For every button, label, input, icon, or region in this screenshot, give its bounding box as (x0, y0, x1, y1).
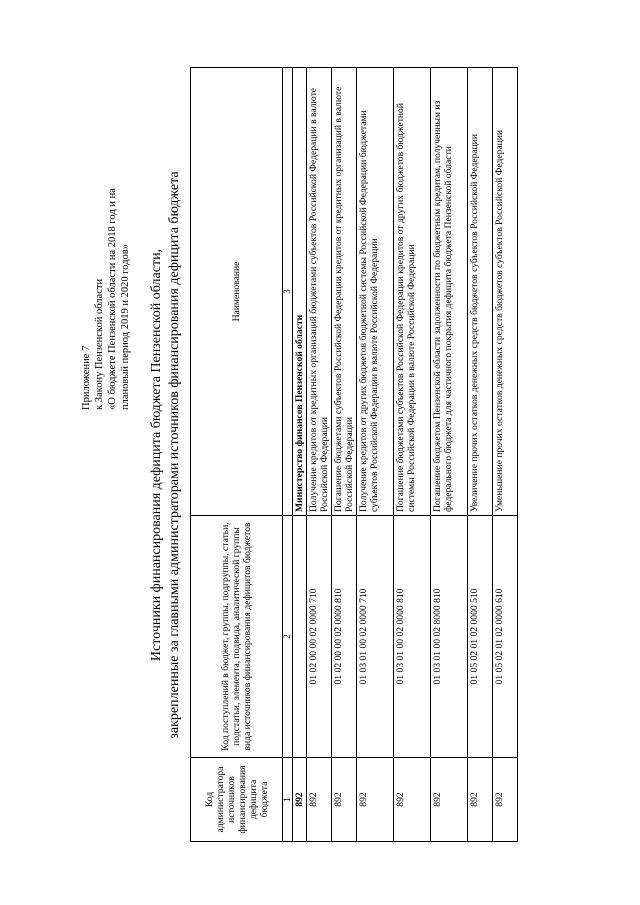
header-row (191, 68, 283, 842)
column-number: 1 (283, 758, 293, 842)
appendix-line: плановый период 2019 и 2020 годов» (120, 244, 131, 410)
document-title (148, 60, 184, 850)
column-number: 2 (283, 516, 293, 758)
name-cell: Увеличение прочих остатков денежных средств бюджетов субъектов Российской Федерации (468, 68, 493, 516)
admin-code-cell: 892 (394, 758, 431, 842)
rotated-sheet (70, 60, 565, 850)
name-cell: Погашение бюджетом Пензенской области задолженности по бюджетным кредитам, полученным из федерального бюджета для частичного покрытия дефицита бюджета Пензенской области (431, 68, 468, 516)
revenue-code-cell (293, 516, 307, 758)
revenue-code-cell: 01 03 01 00 02 0000 710 (357, 516, 394, 758)
admin-code-cell: 892 (468, 758, 493, 842)
header-admin-code: Код администратора источников финансирования дефицита бюджета (191, 758, 283, 842)
header-revenue-code: Код поступлений в бюджет, группы, подгруппы, статьи, подстатьи, элемента, подвида, аналитической группы вида источников финансирования дефицитов бюджетов (191, 516, 283, 758)
revenue-code-cell: 01 03 01 00 02 8000 810 (431, 516, 468, 758)
sources-table (190, 67, 518, 842)
admin-code-cell: 892 (431, 758, 468, 842)
appendix-line: к Закону Пензенской области (94, 278, 105, 410)
revenue-code-cell: 01 02 00 00 02 0000 810 (332, 516, 357, 758)
table-row (431, 68, 468, 842)
name-cell: Министерство финансов Пензенской области (293, 68, 307, 516)
column-number: 3 (283, 68, 293, 516)
appendix-note (80, 70, 132, 410)
revenue-code-cell: 01 05 02 01 02 0000 510 (468, 516, 493, 758)
table-row (468, 68, 493, 842)
name-cell: Получение кредитов от кредитных организаций бюджетами субъектов Российской Федерации в валюте Российской Федерации (307, 68, 332, 516)
appendix-line: «О бюджете Пензенской области на 2018 год и на (107, 188, 118, 410)
table-row (357, 68, 394, 842)
admin-code-cell: 892 (493, 758, 518, 842)
admin-code-cell: 892 (357, 758, 394, 842)
header-name: Наименование (191, 68, 283, 516)
table-row (493, 68, 518, 842)
revenue-code-cell: 01 05 02 01 02 0000 610 (493, 516, 518, 758)
table-row (332, 68, 357, 842)
name-cell: Уменьшение прочих остатков денежных средств бюджетов субъектов Российской Федерации (493, 68, 518, 516)
name-cell: Погашение бюджетами субъектов Российской Федерации кредитов от других бюджетов бюджетной системы Российской Федерации в валюте Российской Федерации (394, 68, 431, 516)
appendix-line: Приложение 7 (81, 345, 92, 410)
revenue-code-cell: 01 02 00 00 02 0000 710 (307, 516, 332, 758)
column-number-row (283, 68, 293, 842)
title-line: Источники финансирования дефицита бюджета Пензенской области, (149, 248, 164, 662)
admin-code-cell: 892 (307, 758, 332, 842)
admin-code-cell: 892 (332, 758, 357, 842)
name-cell: Погашение бюджетами субъектов Российской Федерации кредитов от кредитных организаций в валюте Российской Федерации (332, 68, 357, 516)
table-row (293, 68, 307, 842)
table-row (307, 68, 332, 842)
title-line: закрепленные за главными администраторами источников финансирования дефицита бюджета (167, 171, 182, 739)
admin-code-cell: 892 (293, 758, 307, 842)
name-cell: Получение кредитов от других бюджетов бюджетной системы Российской Федерации бюджетами субъектов Российской Федерации в валюте Российской Федерации (357, 68, 394, 516)
revenue-code-cell: 01 03 01 00 02 0000 810 (394, 516, 431, 758)
table-row (394, 68, 431, 842)
